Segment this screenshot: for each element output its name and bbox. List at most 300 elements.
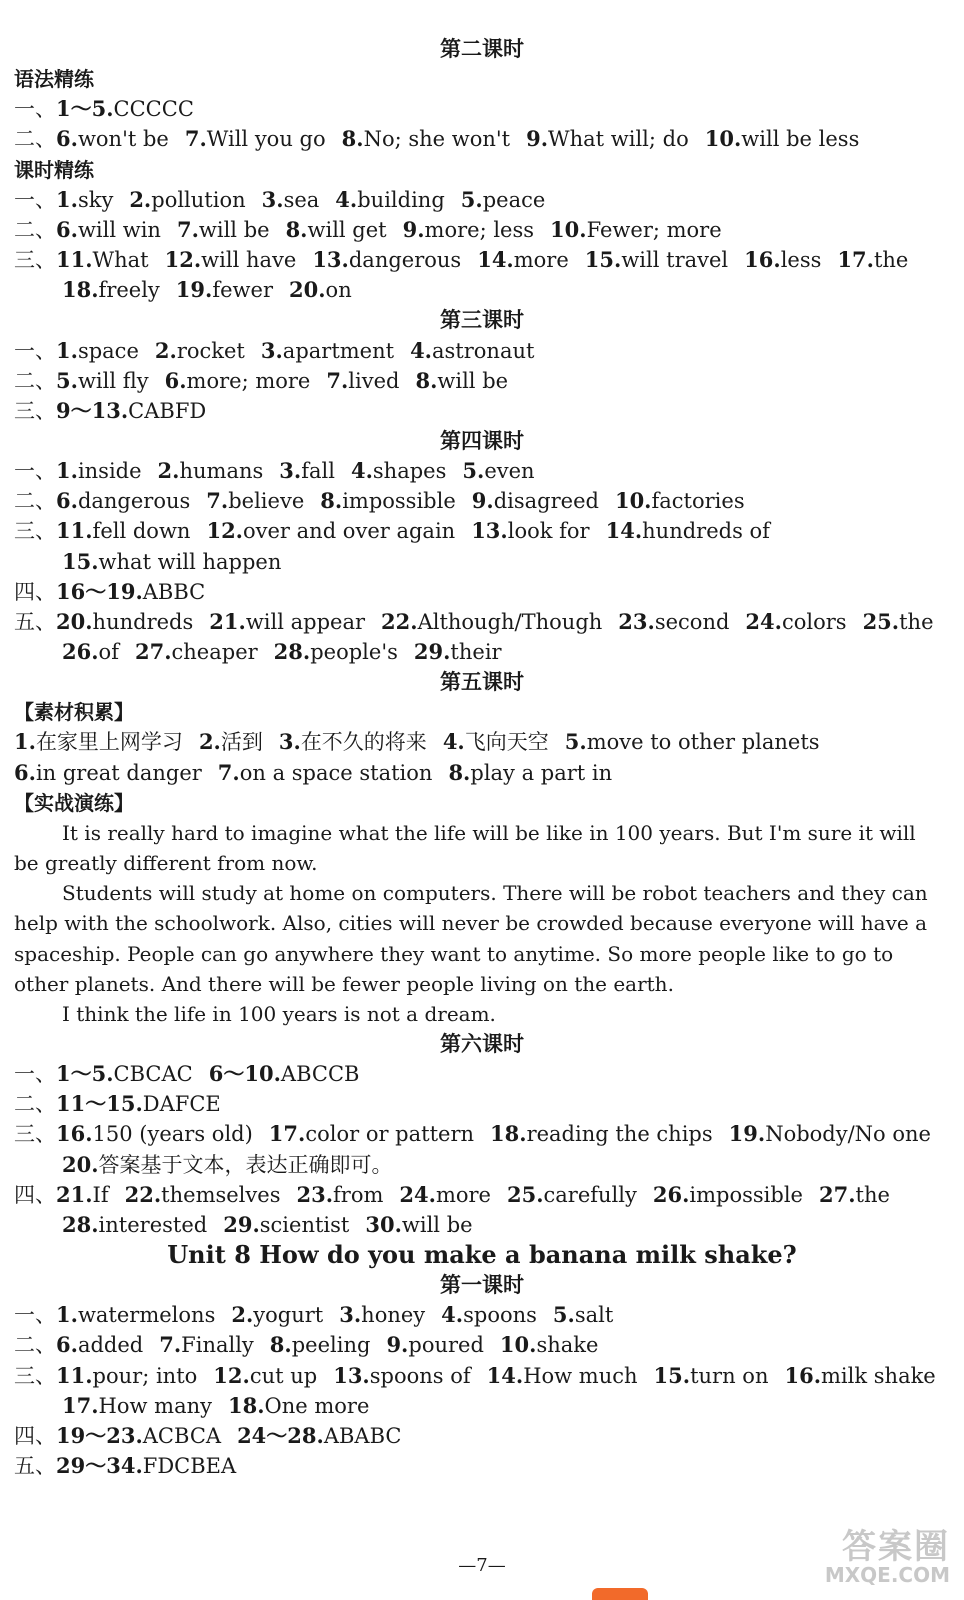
answer-text: factories xyxy=(651,489,745,514)
question-number: 7. xyxy=(176,216,199,242)
question-number: 13. xyxy=(471,518,508,544)
question-number: 21. xyxy=(209,608,246,634)
answer-text: No; she won't xyxy=(363,127,511,152)
question-number: 15. xyxy=(584,247,622,273)
answer-item xyxy=(289,278,352,302)
question-number: 28. xyxy=(62,1211,99,1237)
question-number: 5. xyxy=(460,186,483,212)
answer-item xyxy=(312,248,461,272)
question-group-label: 三、 xyxy=(14,519,56,544)
answer-item xyxy=(410,339,534,363)
answer-line xyxy=(14,1119,950,1149)
question-number: 6. xyxy=(56,1332,78,1358)
answer-text: move to other planets xyxy=(586,730,820,755)
answer-item xyxy=(462,459,534,483)
answer-item xyxy=(863,610,934,634)
section-heading: 第五课时 xyxy=(440,670,524,695)
answer-item xyxy=(415,369,508,393)
answer-text: shapes xyxy=(372,459,447,484)
answer-text: on xyxy=(325,278,352,303)
question-number: 10. xyxy=(550,216,587,242)
answer-text: scientist xyxy=(259,1212,350,1237)
question-number: 27. xyxy=(134,639,172,664)
question-number: 8. xyxy=(269,1332,292,1358)
question-number: 15. xyxy=(653,1362,691,1388)
answer-item xyxy=(461,188,546,212)
answer-line xyxy=(62,547,950,577)
answer-text: 答案基于文本，表达正确即可。 xyxy=(98,1152,393,1177)
answer-text: even xyxy=(484,459,535,484)
question-number: 19. xyxy=(728,1121,766,1147)
answer-text: DAFCE xyxy=(142,1092,221,1117)
answer-item xyxy=(386,1333,483,1357)
answer-line xyxy=(14,1180,950,1210)
answer-item xyxy=(56,489,190,513)
question-number: 2. xyxy=(231,1302,254,1328)
question-group-label: 四、 xyxy=(14,1182,56,1207)
question-number: 4. xyxy=(335,186,358,212)
answer-text: fewer xyxy=(212,278,273,303)
question-number: 3. xyxy=(278,729,301,755)
question-number: 12. xyxy=(164,247,202,273)
answer-text: will travel xyxy=(621,248,729,273)
answer-text: freely xyxy=(98,278,160,303)
answer-item xyxy=(56,1183,109,1207)
answer-item xyxy=(62,640,119,664)
section-heading: 第一课时 xyxy=(440,1273,524,1298)
answer-text: yogurt xyxy=(253,1303,324,1328)
answer-text: dangerous xyxy=(77,489,191,514)
answer-text: on a space station xyxy=(239,760,433,785)
answer-line xyxy=(62,1391,950,1421)
question-number: 17. xyxy=(62,1392,99,1418)
answer-item xyxy=(185,127,326,151)
answer-text: apartment xyxy=(282,338,395,363)
question-number: 12. xyxy=(213,1362,250,1388)
answer-item xyxy=(365,1213,472,1237)
essay-line: other planets. And there will be fewer people living on the earth. xyxy=(14,971,674,996)
answer-text: colors xyxy=(781,609,847,634)
answer-text: will have xyxy=(201,248,297,273)
answer-item xyxy=(237,1424,401,1448)
answer-text: will win xyxy=(77,217,161,242)
answer-item xyxy=(342,127,510,151)
answer-text: spoons of xyxy=(369,1363,471,1388)
question-number: 20. xyxy=(289,277,326,303)
question-number: 1. xyxy=(56,186,78,212)
answer-item xyxy=(441,1303,537,1327)
answer-item xyxy=(490,1122,713,1146)
answer-item xyxy=(56,127,169,151)
question-number: 10. xyxy=(499,1332,537,1358)
answer-item xyxy=(56,1122,253,1146)
answer-text: play a part in xyxy=(470,760,613,785)
answer-item xyxy=(62,1153,393,1177)
answer-text: turn on xyxy=(690,1363,769,1388)
answer-text: pollution xyxy=(151,187,246,212)
answer-item xyxy=(56,459,142,483)
answer-text: astronaut xyxy=(432,338,535,363)
answer-item xyxy=(56,369,149,393)
answer-text: ABABC xyxy=(323,1423,402,1448)
answer-text: CCCCC xyxy=(113,97,194,122)
question-number: 26. xyxy=(652,1181,690,1207)
question-number: 6. xyxy=(14,759,36,785)
question-number: 8. xyxy=(341,126,364,152)
answer-item xyxy=(269,1122,474,1146)
question-number: 3. xyxy=(261,186,284,212)
answer-text: color or pattern xyxy=(305,1122,475,1147)
answer-line xyxy=(62,275,950,305)
answer-item xyxy=(448,761,612,785)
answer-line xyxy=(14,245,950,275)
answer-item xyxy=(209,610,365,634)
answer-item xyxy=(565,730,820,754)
question-number: 3. xyxy=(260,337,283,363)
question-number: 20. xyxy=(62,1151,99,1177)
answer-item xyxy=(56,519,190,543)
question-number: 11. xyxy=(56,247,93,273)
answer-item xyxy=(56,1303,215,1327)
question-number: 8. xyxy=(320,488,343,514)
question-number: 14. xyxy=(605,518,643,544)
answer-item xyxy=(443,730,549,754)
question-number: 18. xyxy=(62,277,99,303)
question-number: 9. xyxy=(386,1332,409,1358)
question-group-label: 五、 xyxy=(14,609,56,634)
answer-item xyxy=(125,1183,281,1207)
answer-text: poured xyxy=(408,1333,484,1358)
answer-line xyxy=(14,215,950,245)
question-number: 10. xyxy=(704,126,742,152)
question-group-label: 五、 xyxy=(14,1454,56,1479)
question-number: 8. xyxy=(415,367,438,393)
subsection-heading: 【实战演练】 xyxy=(14,790,134,815)
answer-item xyxy=(177,218,270,242)
answer-item xyxy=(14,730,183,754)
answer-text: space xyxy=(77,338,139,363)
question-number: 2. xyxy=(198,729,221,755)
answer-item xyxy=(487,1364,638,1388)
question-number: 1. xyxy=(56,1302,78,1328)
answer-text: 在不久的将来 xyxy=(300,730,427,755)
answer-line xyxy=(14,336,950,366)
question-number: 30. xyxy=(365,1211,402,1237)
answer-item xyxy=(550,218,722,242)
question-number: 1～5. xyxy=(56,1061,114,1087)
answer-item xyxy=(56,218,161,242)
answer-item xyxy=(218,761,433,785)
answer-text: peeling xyxy=(291,1333,371,1358)
question-number: 12. xyxy=(206,518,243,544)
answer-line xyxy=(14,486,950,516)
answer-text: ACBCA xyxy=(142,1423,222,1448)
answer-text: lived xyxy=(348,368,400,393)
answer-item xyxy=(729,1122,931,1146)
answer-text: honey xyxy=(361,1303,426,1328)
answer-item xyxy=(209,1062,360,1086)
question-number: 7. xyxy=(159,1332,182,1358)
question-number: 2. xyxy=(129,186,152,212)
answer-line xyxy=(14,396,950,426)
answer-text: CBCAC xyxy=(113,1062,193,1087)
answer-text: Will you go xyxy=(206,127,326,152)
answer-line xyxy=(14,1451,950,1481)
answer-item xyxy=(262,188,320,212)
answer-text: How much xyxy=(523,1363,638,1388)
answer-text: less xyxy=(780,248,822,273)
answer-text: cut up xyxy=(249,1363,318,1388)
answer-item xyxy=(335,188,444,212)
answer-item xyxy=(618,610,729,634)
question-number: 19. xyxy=(175,277,213,303)
answer-item xyxy=(14,761,202,785)
answer-text: from xyxy=(333,1182,384,1207)
answer-text: will be xyxy=(437,368,509,393)
question-number: 2. xyxy=(154,337,177,363)
answer-text: humans xyxy=(179,459,264,484)
question-number: 19～23. xyxy=(56,1422,143,1448)
question-group-label: 一、 xyxy=(14,1303,56,1328)
question-number: 5. xyxy=(462,458,485,484)
essay-line: help with the schoolwork. Also, cities will never be crowded because everyone will have a xyxy=(14,911,927,936)
question-number: 11. xyxy=(56,1362,93,1388)
question-number: 17. xyxy=(268,1121,306,1147)
question-number: 4. xyxy=(410,337,432,363)
answer-item xyxy=(199,730,263,754)
answer-text: will be xyxy=(401,1212,473,1237)
answer-text: 在家里上网学习 xyxy=(35,730,183,755)
essay-line: spaceship. People can go anywhere they want to anytime. So more people like to go to xyxy=(14,941,894,966)
answer-text: ABBC xyxy=(142,579,206,604)
answer-item xyxy=(56,97,194,121)
answer-text: salt xyxy=(574,1303,614,1328)
answer-text: look for xyxy=(507,519,590,544)
question-number: 9. xyxy=(526,126,549,152)
answer-line xyxy=(14,366,950,396)
answer-text: more xyxy=(435,1182,491,1207)
answer-text: Fewer; more xyxy=(586,217,722,242)
answer-text: won't be xyxy=(77,127,169,152)
question-number: 16～19. xyxy=(56,578,143,604)
question-number: 18. xyxy=(227,1392,265,1418)
subsection-heading: 【素材积累】 xyxy=(14,700,134,725)
answer-text: added xyxy=(77,1333,144,1358)
question-group-label: 四、 xyxy=(14,1423,56,1448)
question-number: 13. xyxy=(312,247,349,273)
question-number: 9. xyxy=(471,488,494,514)
answer-line xyxy=(14,758,950,788)
watermark-line2: MXQE.COM xyxy=(824,1563,950,1587)
answer-item xyxy=(62,1394,212,1418)
question-number: 4. xyxy=(442,729,465,755)
subsection-heading: 语法精练 xyxy=(14,67,94,92)
answer-item xyxy=(56,1062,193,1086)
answer-text: building xyxy=(357,187,445,212)
answer-item xyxy=(135,640,258,664)
answer-item xyxy=(653,1183,803,1207)
answer-item xyxy=(819,1183,890,1207)
answer-item xyxy=(56,610,193,634)
answer-item xyxy=(326,369,399,393)
answer-text: CABFD xyxy=(128,398,207,423)
answer-item xyxy=(56,1364,197,1388)
question-group-label: 一、 xyxy=(14,97,56,122)
question-number: 17. xyxy=(837,247,874,273)
answer-text: believe xyxy=(228,489,305,514)
answer-text: carefully xyxy=(543,1182,637,1207)
answer-text: impossible xyxy=(342,489,456,514)
answer-item xyxy=(414,640,502,664)
question-number: 7. xyxy=(326,367,349,393)
answer-item xyxy=(553,1303,613,1327)
answer-line xyxy=(14,1361,950,1391)
question-number: 11. xyxy=(56,518,93,544)
question-number: 4. xyxy=(350,458,373,484)
answer-item xyxy=(56,188,113,212)
answer-text: fell down xyxy=(92,519,191,544)
unit-title: Unit 8 How do you make a banana milk shake? xyxy=(167,1240,797,1269)
question-number: 3. xyxy=(279,458,302,484)
answer-text: What xyxy=(92,248,149,273)
question-group-label: 二、 xyxy=(14,217,56,242)
answer-line xyxy=(14,456,950,486)
answer-line xyxy=(62,637,950,667)
question-number: 16. xyxy=(744,247,781,273)
answer-item xyxy=(155,339,245,363)
answer-text: If xyxy=(92,1182,109,1207)
answer-text: reading the chips xyxy=(526,1122,713,1147)
answer-item xyxy=(526,127,689,151)
question-number: 11～15. xyxy=(56,1091,143,1117)
answer-text: rocket xyxy=(176,338,245,363)
question-group-label: 三、 xyxy=(14,398,56,423)
answer-line xyxy=(14,185,950,215)
answer-text: fall xyxy=(301,459,335,484)
answer-item xyxy=(228,1394,369,1418)
question-number: 27. xyxy=(818,1181,856,1207)
question-number: 6. xyxy=(56,216,78,242)
answer-item xyxy=(744,248,821,272)
answer-item xyxy=(165,369,311,393)
answer-text: the xyxy=(855,1182,890,1207)
question-group-label: 二、 xyxy=(14,127,56,152)
answer-text: what will happen xyxy=(98,549,282,574)
answer-item xyxy=(837,248,908,272)
answer-item xyxy=(56,1424,221,1448)
answer-text: will appear xyxy=(245,609,366,634)
answer-line xyxy=(14,577,950,607)
question-number: 6～10. xyxy=(208,1061,281,1087)
question-number: 29～34. xyxy=(56,1453,143,1479)
answer-item xyxy=(351,459,446,483)
answer-text: Finally xyxy=(181,1333,254,1358)
answer-text: hundreds of xyxy=(642,519,770,544)
answer-text: will get xyxy=(307,217,387,242)
question-number: 10. xyxy=(614,488,652,514)
answer-item xyxy=(56,1333,143,1357)
essay-line: Students will study at home on computers. There will be robot teachers and they can xyxy=(62,881,928,906)
answer-text: One more xyxy=(264,1393,370,1418)
question-number: 18. xyxy=(490,1121,527,1147)
question-number: 5. xyxy=(552,1302,575,1328)
answer-item xyxy=(62,550,281,574)
answer-text: the xyxy=(899,609,934,634)
answer-text: more; more xyxy=(186,368,311,393)
answer-text: of xyxy=(98,640,119,664)
question-number: 24. xyxy=(745,608,782,634)
answer-item xyxy=(339,1303,425,1327)
answer-line xyxy=(14,94,950,124)
answer-line xyxy=(14,124,950,154)
answer-text: over and over again xyxy=(243,519,456,544)
answer-item xyxy=(62,278,160,302)
answer-text: disagreed xyxy=(493,489,599,514)
question-number: 8. xyxy=(448,759,471,785)
answer-text: 飞向天空 xyxy=(464,730,549,755)
answer-text: 150 (years old) xyxy=(92,1122,253,1147)
answer-item xyxy=(705,127,860,151)
answer-text: inside xyxy=(77,459,142,484)
answer-text: more xyxy=(513,248,569,273)
question-group-label: 三、 xyxy=(14,1122,56,1147)
essay-line: be greatly different from now. xyxy=(14,851,318,876)
question-number: 16. xyxy=(784,1362,822,1388)
question-number: 5. xyxy=(56,367,78,393)
question-group-label: 一、 xyxy=(14,459,56,484)
answer-text: their xyxy=(450,640,502,664)
question-number: 6. xyxy=(56,488,78,514)
question-group-label: 四、 xyxy=(14,579,56,604)
question-number: 25. xyxy=(506,1181,544,1207)
answer-item xyxy=(381,610,602,634)
answer-text: What will; do xyxy=(548,127,689,152)
answer-item xyxy=(296,1183,383,1207)
question-group-label: 二、 xyxy=(14,489,56,514)
question-number: 7. xyxy=(217,759,240,785)
essay-line: I think the life in 100 years is not a dream. xyxy=(62,1001,496,1026)
watermark-logo xyxy=(790,1527,950,1590)
answer-item xyxy=(56,248,149,272)
answer-item xyxy=(472,489,599,513)
answer-text: milk shake xyxy=(821,1363,936,1388)
answer-text: spoons xyxy=(463,1303,537,1328)
question-number: 9. xyxy=(402,216,425,242)
answer-text: pour; into xyxy=(92,1363,198,1388)
answer-line xyxy=(62,1210,950,1240)
question-number: 23. xyxy=(296,1181,334,1207)
answer-item xyxy=(399,1183,491,1207)
answer-item xyxy=(606,519,770,543)
question-number: 1～5. xyxy=(56,96,114,122)
answer-item xyxy=(274,640,398,664)
page-number: —7— xyxy=(458,1555,506,1576)
question-number: 28. xyxy=(273,639,311,664)
question-number: 20. xyxy=(56,608,93,634)
question-number: 2. xyxy=(157,458,180,484)
answer-item xyxy=(56,399,206,423)
answer-text: themselves xyxy=(161,1182,281,1207)
answer-line xyxy=(14,1300,950,1330)
question-number: 8. xyxy=(285,216,308,242)
question-number: 14. xyxy=(486,1362,524,1388)
answer-item xyxy=(223,1213,349,1237)
answer-item xyxy=(471,519,589,543)
question-number: 13. xyxy=(333,1362,370,1388)
answer-text: How many xyxy=(98,1393,212,1418)
question-group-label: 二、 xyxy=(14,1092,56,1117)
question-number: 15. xyxy=(62,548,99,574)
